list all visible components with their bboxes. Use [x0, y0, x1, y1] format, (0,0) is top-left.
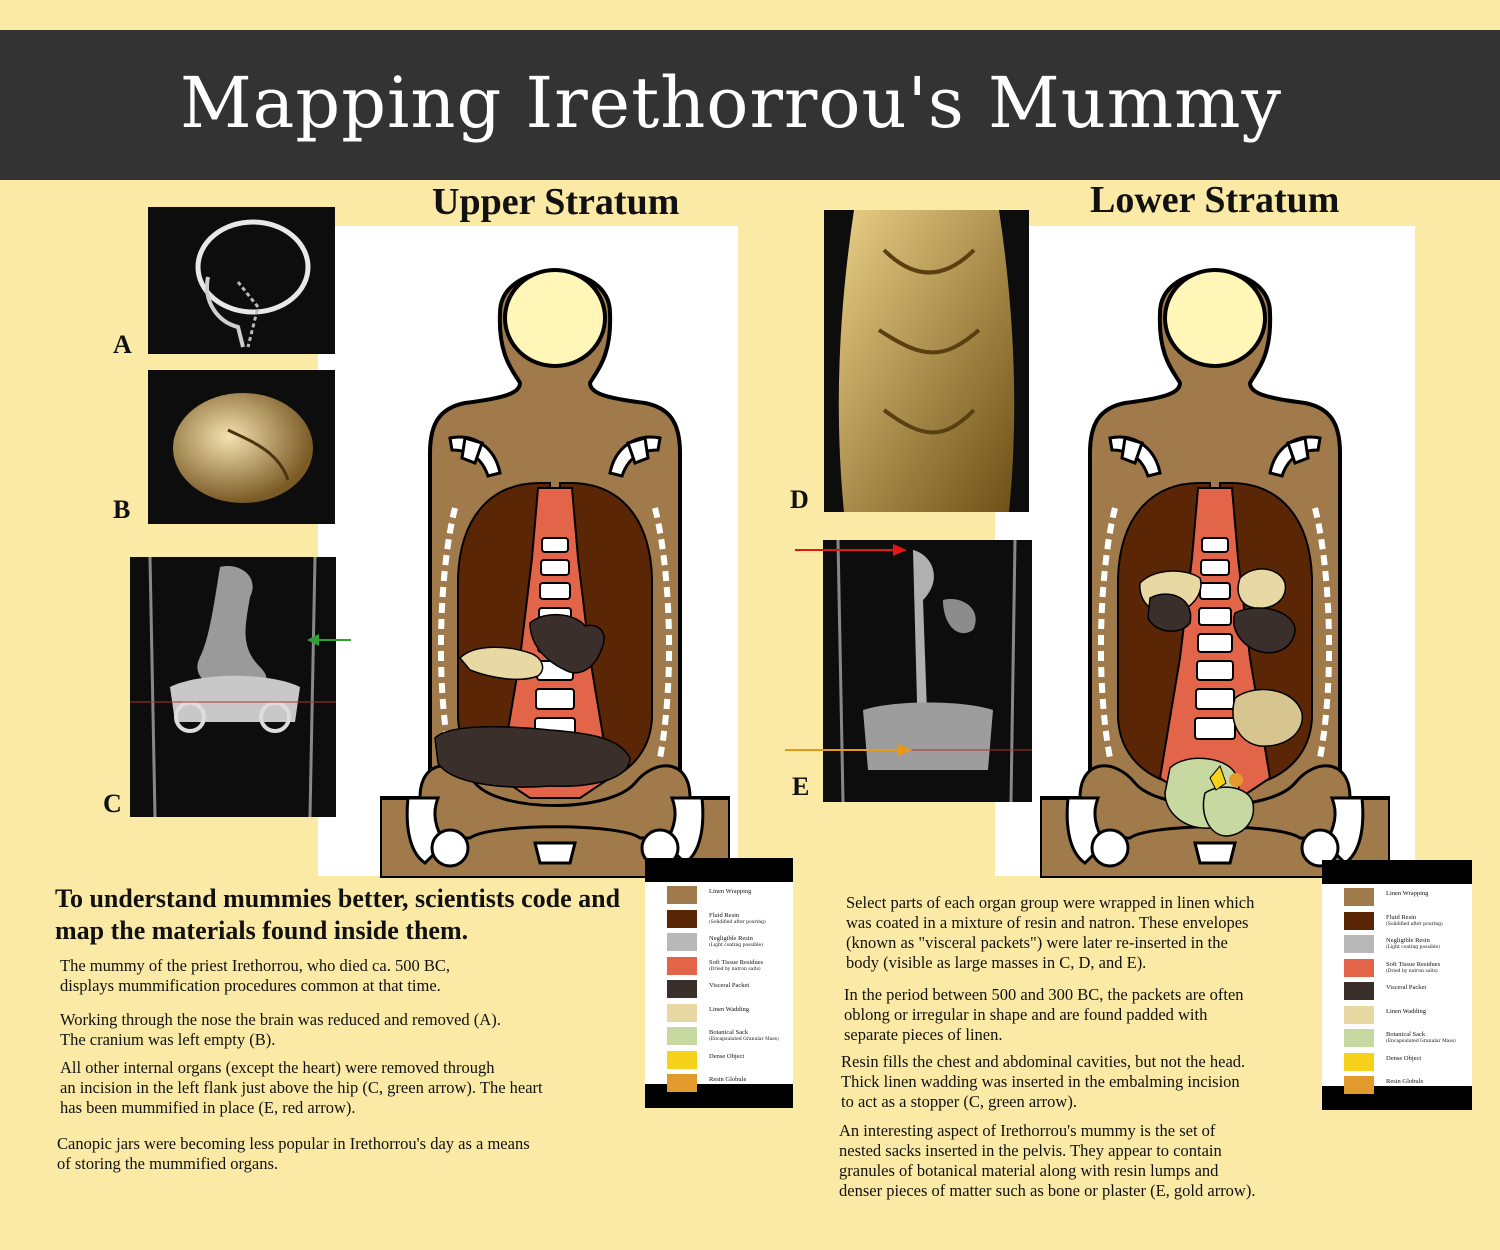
- upper-stratum-body-map: [380, 238, 730, 878]
- legend-swatch: [1344, 982, 1374, 1000]
- scan-label-d: D: [790, 485, 809, 514]
- scan-a-skull-ct: [148, 207, 335, 354]
- legend-swatch: [667, 1051, 697, 1069]
- lower-stratum-body-map: [1040, 238, 1390, 878]
- legend-label: Dense Object: [1386, 1054, 1422, 1062]
- legend-swatch: [667, 910, 697, 928]
- scan-label-e: E: [792, 772, 810, 801]
- scan-c-coronal-ct: [130, 557, 336, 817]
- legend-swatch: [667, 933, 697, 951]
- scan-label-c: C: [103, 789, 122, 818]
- legend-label: Negligible Resin: [709, 935, 753, 942]
- linen-wadding-shape: [1233, 690, 1302, 747]
- left-paragraph-1: The mummy of the priest Irethorrou, who died ca. 500 BC, displays mummification procedures common at that time.: [60, 956, 450, 995]
- left-paragraph-4: Canopic jars were becoming less popular in Irethorrou's day as a means of storing the mummified organs.: [57, 1134, 530, 1173]
- legend-swatch: [667, 1027, 697, 1045]
- legend-item: [667, 1074, 787, 1102]
- legend-swatch: [1344, 912, 1374, 930]
- right-paragraph-2: In the period between 500 and 300 BC, the packets are often oblong or irregular in shape and are found padded with separate pieces of linen.: [844, 985, 1244, 1044]
- legend-sublabel: (Encapsulated Granular Mass): [709, 1037, 779, 1042]
- legend-label: Negligible Resin: [1386, 937, 1430, 944]
- material-legend-lower: [1322, 860, 1472, 1110]
- legend-label: Soft Tissue Residues: [1386, 960, 1441, 968]
- legend-swatch: [1344, 935, 1374, 953]
- legend-sublabel: (Light coating possible): [709, 943, 763, 948]
- legend-item: [1344, 1076, 1464, 1104]
- scan-e-coronal-ct: [823, 540, 1032, 802]
- legend-swatch: [1344, 1006, 1374, 1024]
- legend-top-bar: [645, 858, 793, 882]
- legend-label: Linen Wrapping: [1386, 890, 1429, 897]
- scan-label-a: A: [113, 330, 132, 359]
- legend-sublabel: (Solidified after pouring): [1386, 921, 1443, 927]
- green-arrow: [303, 630, 353, 650]
- upper-stratum-heading: Upper Stratum: [432, 181, 680, 223]
- red-arrow: [795, 540, 910, 560]
- right-paragraph-4: An interesting aspect of Irethorrou's mummy is the set of nested sacks inserted in the pelvis. They appear to contain granules of botanical material along with resin lumps and denser pieces of matter such as bone or plaster (E, gold arrow).: [839, 1121, 1256, 1200]
- legend-label: Linen Wadding: [1386, 1007, 1426, 1015]
- legend-swatch: [667, 1004, 697, 1022]
- legend-swatch: [667, 886, 697, 904]
- legend-swatch: [1344, 959, 1374, 977]
- legend-label: Resin Globule: [1386, 1078, 1424, 1085]
- legend-sublabel: (Dried by natron salts): [709, 966, 761, 972]
- legend-label: Botanical Sack: [1386, 1031, 1426, 1038]
- legend-label: Botanical Sack: [709, 1029, 749, 1036]
- legend-label: Dense Object: [709, 1052, 745, 1060]
- legend-label: Linen Wadding: [709, 1005, 749, 1013]
- linen-wadding-shape: [1238, 569, 1285, 608]
- legend-swatch: [1344, 1029, 1374, 1047]
- legend-sublabel: (Solidified after pouring): [709, 919, 766, 925]
- resin-globule-shape: [1229, 773, 1243, 787]
- legend-label: Linen Wrapping: [709, 888, 752, 895]
- right-paragraph-1: Select parts of each organ group were wrapped in linen which was coated in a mixture of resin and natron. These envelopes (known as "visceral packets") were later re-inserted in the body (visible as large masses in C, D, and E).: [846, 893, 1255, 972]
- legend-swatch: [667, 980, 697, 998]
- legend-label: Fluid Resin: [1386, 913, 1417, 921]
- left-paragraph-3: All other internal organs (except the heart) were removed through an incision in the left flank just above the hip (C, green arrow). The heart has been mummified in place (E, red arrow).: [60, 1058, 543, 1117]
- left-paragraph-2: Working through the nose the brain was reduced and removed (A). The cranium was left empty (B).: [60, 1010, 501, 1049]
- scan-d-torso-3d: [824, 210, 1029, 512]
- legend-label: Fluid Resin: [709, 911, 740, 919]
- page-title: Mapping Irethorrou's Mummy: [180, 62, 1283, 144]
- intro-heading: To understand mummies better, scientists code and map the materials found inside them.: [55, 884, 621, 945]
- legend-swatch: [1344, 1076, 1374, 1094]
- legend-label: Soft Tissue Residues: [709, 958, 764, 966]
- scan-b-skull-3d: [148, 370, 335, 524]
- legend-swatch: [667, 1074, 697, 1092]
- legend-swatch: [1344, 1053, 1374, 1071]
- legend-top-bar: [1322, 860, 1472, 884]
- legend-sublabel: (Dried by natron salts): [1386, 968, 1438, 974]
- legend-swatch: [667, 957, 697, 975]
- legend-sublabel: (Light coating possible): [1386, 945, 1440, 950]
- right-paragraph-3: Resin fills the chest and abdominal cavities, but not the head. Thick linen wadding was inserted in the embalming incision to act as a stopper (C, green arrow).: [841, 1052, 1246, 1111]
- legend-label: Resin Globule: [709, 1076, 747, 1083]
- material-legend-upper: [645, 858, 793, 1108]
- legend-swatch: [1344, 888, 1374, 906]
- legend-sublabel: (Encapsulated Granular Mass): [1386, 1039, 1456, 1044]
- gold-arrow: [785, 740, 915, 760]
- scan-label-b: B: [113, 495, 131, 524]
- lower-stratum-heading: Lower Stratum: [1090, 179, 1340, 221]
- legend-label: Visceral Packet: [1386, 984, 1427, 991]
- legend-label: Visceral Packet: [709, 982, 750, 989]
